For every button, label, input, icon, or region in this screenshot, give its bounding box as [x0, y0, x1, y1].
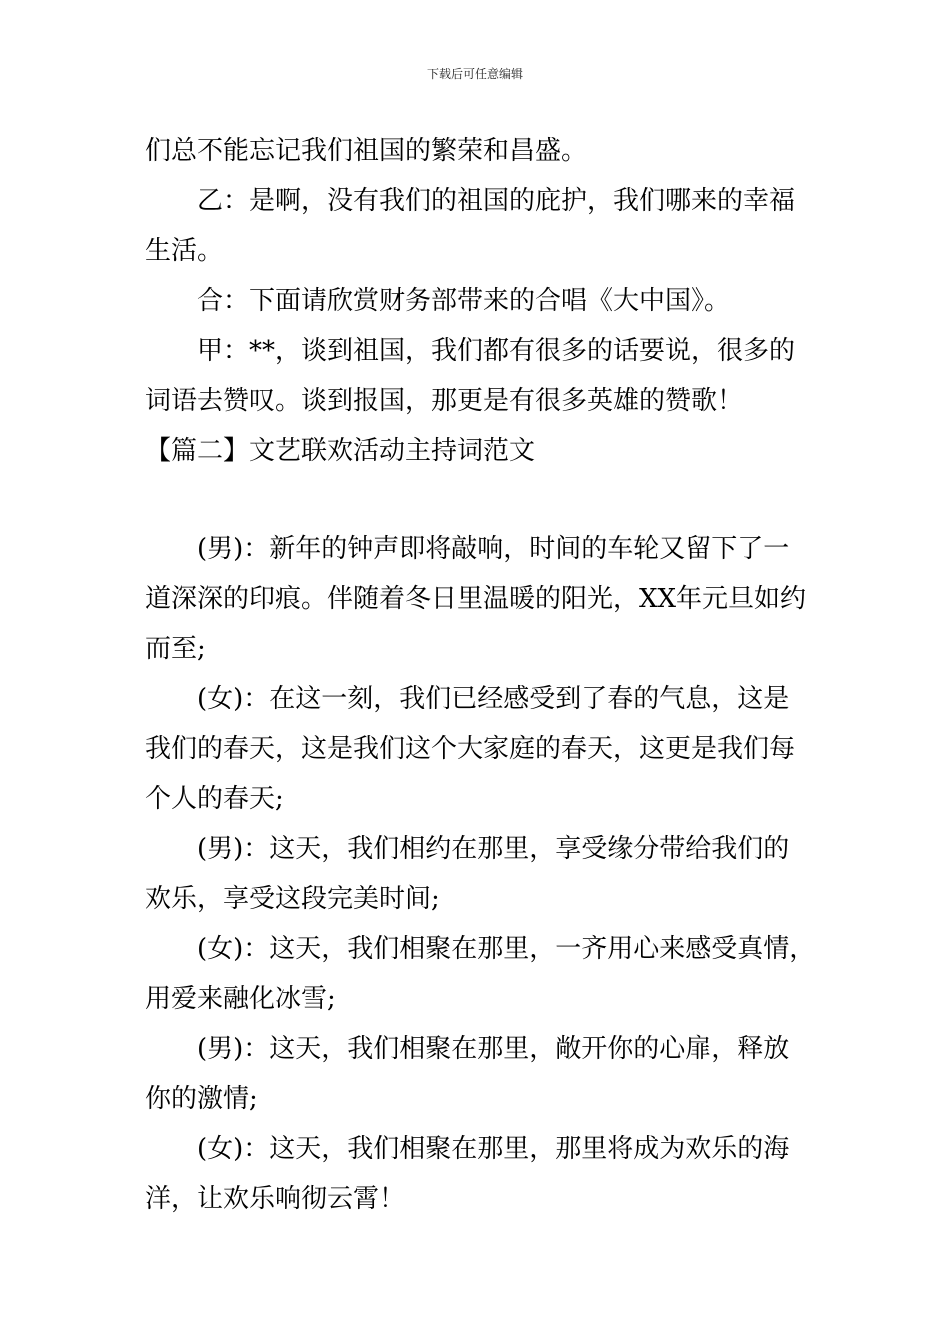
- document-body: [145, 126, 825, 1224]
- dialogue-line: 合：下面请欣赏财务部带来的合唱《大中国》。: [197, 286, 731, 316]
- text-line: 欢乐，享受这段完美时间;: [145, 884, 440, 914]
- paragraph-gap: [145, 476, 825, 524]
- page-header: 下载后可任意编辑: [426, 67, 523, 81]
- text-line: 而至;: [145, 634, 206, 664]
- text-line: 洋，让欢乐响彻云霄！: [145, 1184, 406, 1214]
- dialogue-line: 甲：**，谈到祖国，我们都有很多的话要说，很多的: [197, 336, 796, 366]
- dialogue-line: (男)：新年的钟声即将敲响，时间的车轮又留下了一: [197, 534, 790, 564]
- dialogue-line: (男)：这天，我们相约在那里，享受缘分带给我们的: [197, 834, 790, 864]
- section-heading: 【篇二】文艺联欢活动主持词范文: [145, 436, 536, 466]
- dialogue-line: (女)：在这一刻，我们已经感受到了春的气息，这是: [197, 684, 790, 714]
- text-line: 你的激情;: [145, 1084, 258, 1114]
- dialogue-line: (女)：这天，我们相聚在那里，那里将成为欢乐的海: [197, 1134, 790, 1164]
- text-line: 们总不能忘记我们祖国的繁荣和昌盛。: [145, 136, 588, 166]
- text-line: 个人的春天;: [145, 784, 284, 814]
- dialogue-line: (女)：这天，我们相聚在那里，一齐用心来感受真情，: [197, 934, 816, 964]
- text-line: 用爱来融化冰雪;: [145, 984, 336, 1014]
- text-line: 道深深的印痕。伴随着冬日里温暖的阳光，XX年元旦如约: [145, 584, 807, 614]
- text-line: 我们的春天，这是我们这个大家庭的春天，这更是我们每: [145, 734, 796, 764]
- dialogue-line: 乙：是啊，没有我们的祖国的庇护，我们哪来的幸福: [197, 186, 796, 216]
- dialogue-line: (男)：这天，我们相聚在那里，敞开你的心扉，释放: [197, 1034, 790, 1064]
- text-line: 生活。: [145, 236, 224, 266]
- text-line: 词语去赞叹。谈到报国，那更是有很多英雄的赞歌！: [145, 386, 744, 416]
